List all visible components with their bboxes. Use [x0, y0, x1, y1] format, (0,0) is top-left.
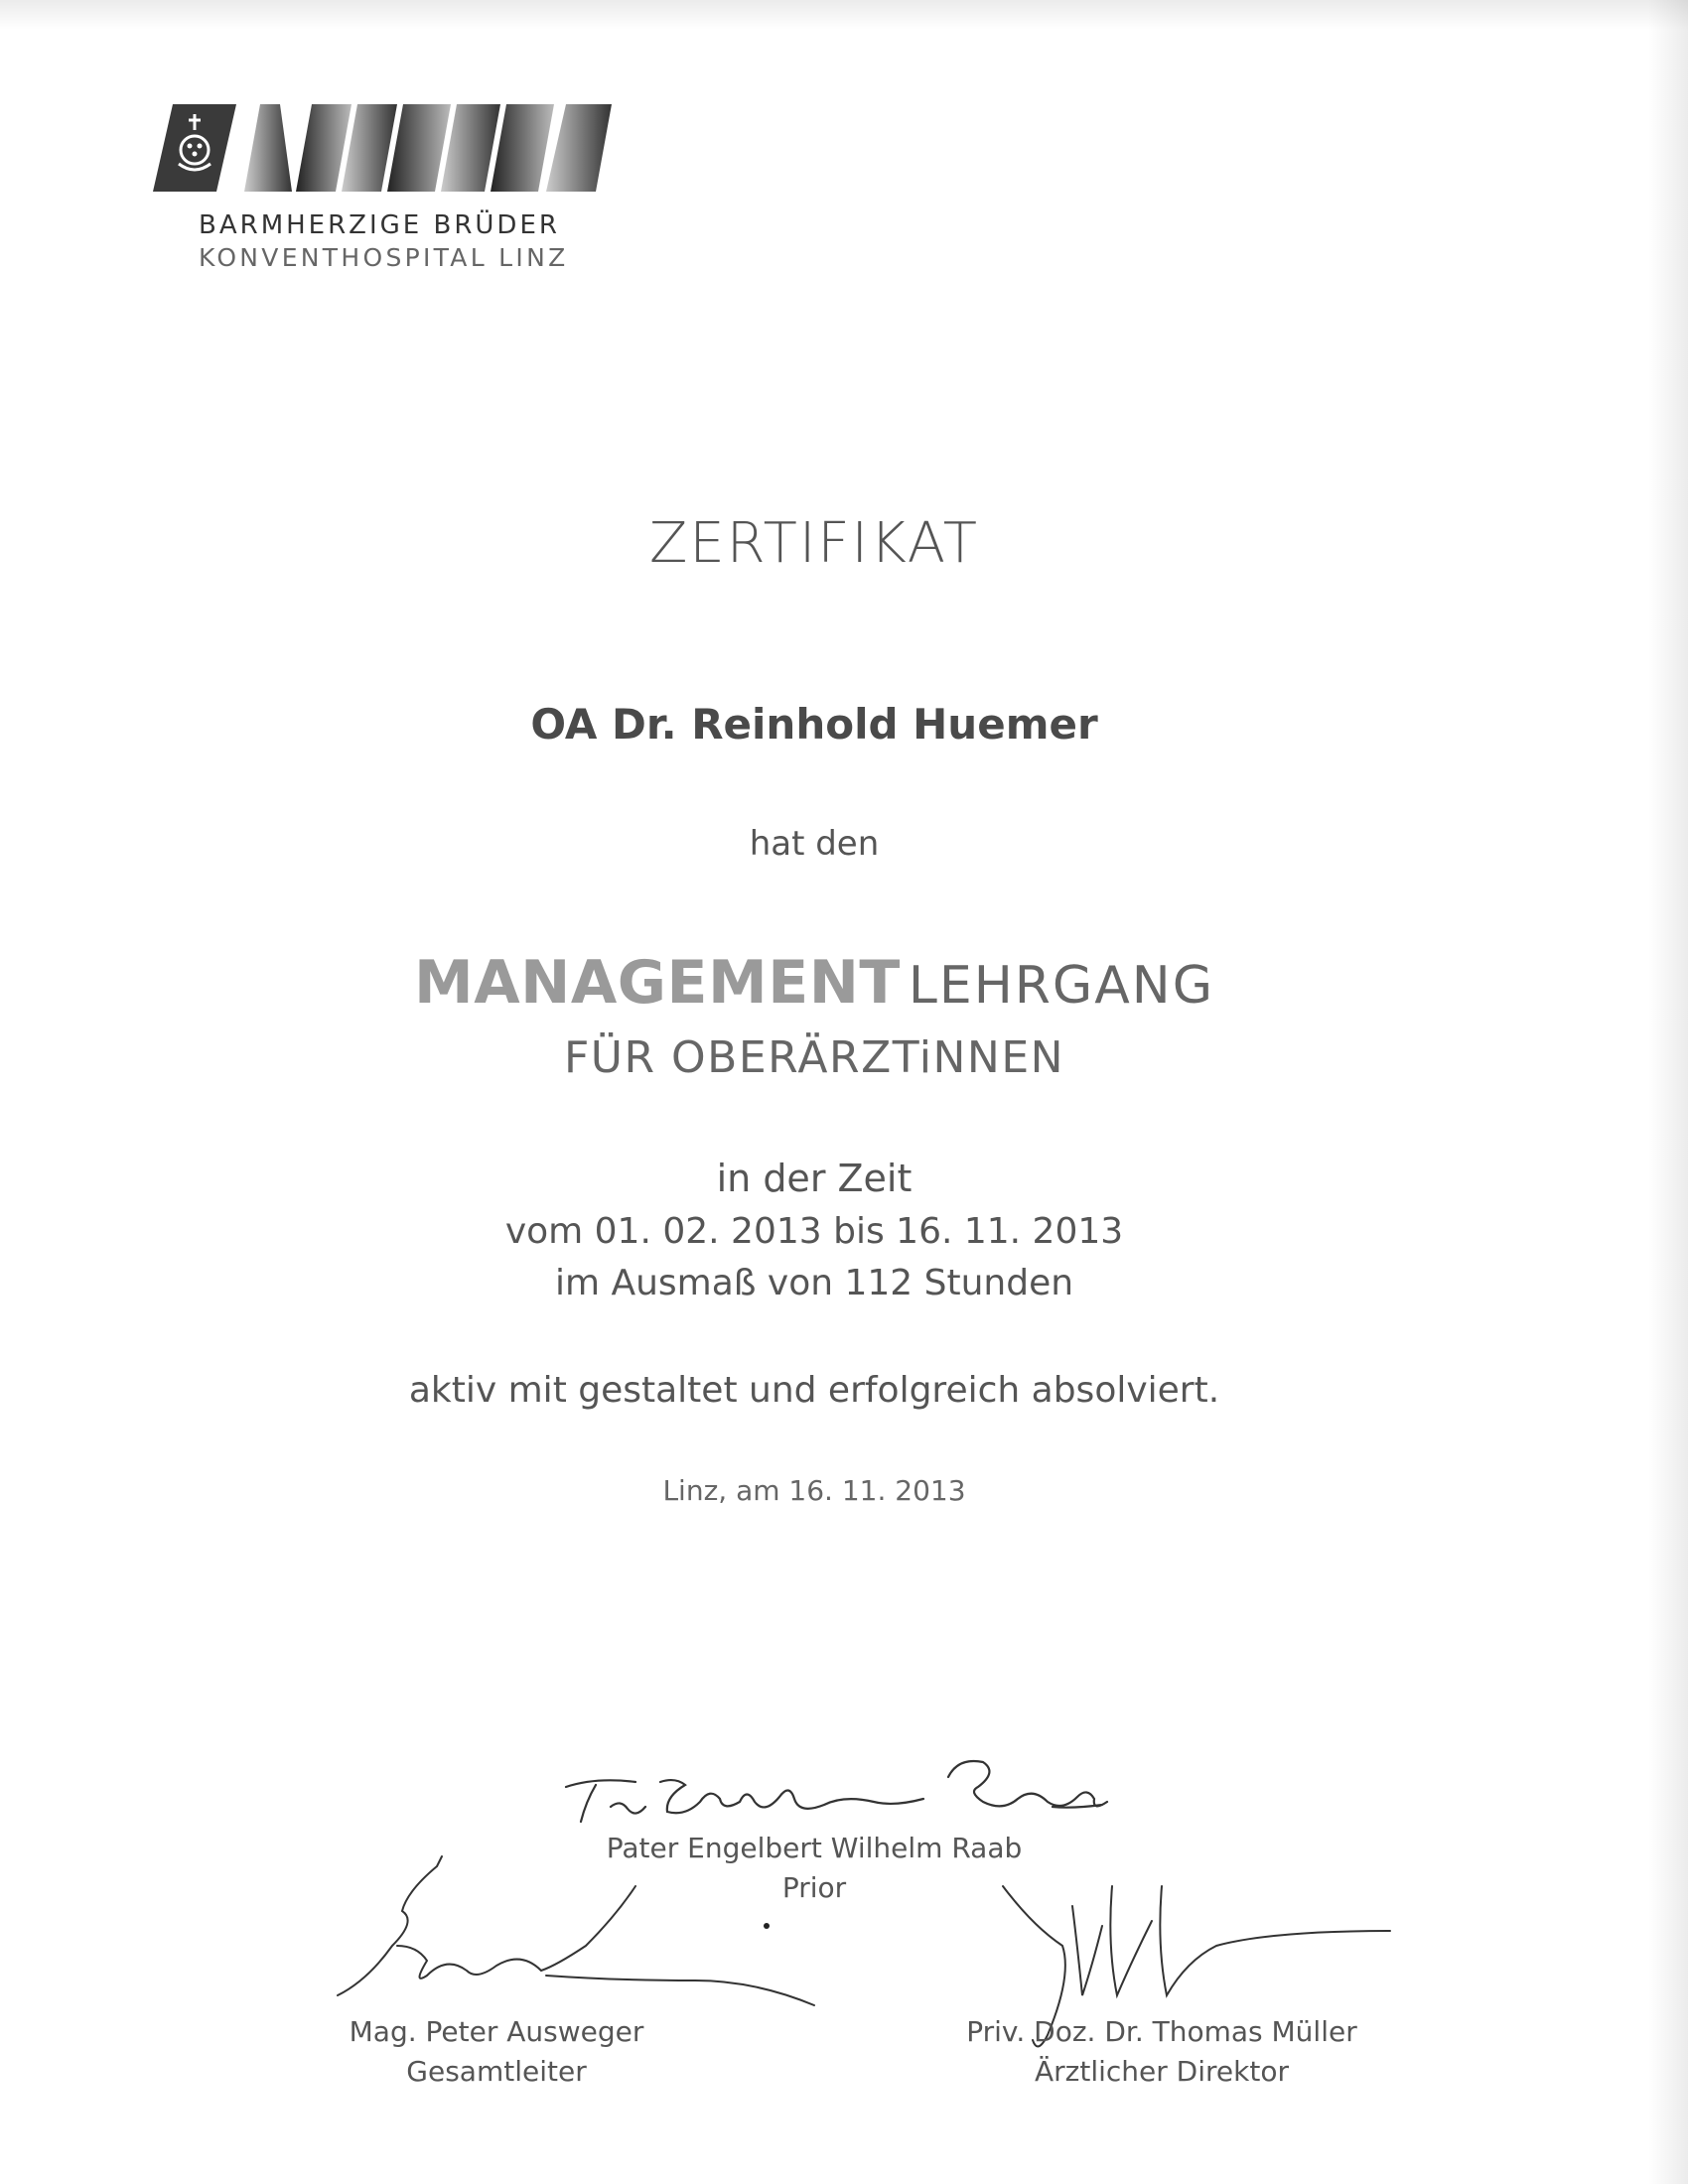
signer-left-name: Mag. Peter Ausweger — [349, 2015, 644, 2048]
signer-left-role: Gesamtleiter — [406, 2055, 587, 2088]
period-label: in der Zeit — [716, 1157, 913, 1200]
intro-text: hat den — [749, 824, 880, 864]
prior-signature — [566, 1761, 1107, 1822]
period-hours: im Ausmaß von 112 Stunden — [554, 1263, 1074, 1303]
ink-dot — [764, 1923, 770, 1929]
result-text: aktiv mit gestaltet und erfolgreich absolviert. — [408, 1370, 1220, 1411]
signer-right-role: Ärztlicher Direktor — [1035, 2055, 1289, 2088]
signer-prior-name: Pater Engelbert Wilhelm Raab — [606, 1832, 1023, 1864]
place-date: Linz, am 16. 11. 2013 — [662, 1474, 966, 1507]
organization-line1: BARMHERZIGE BRÜDER — [199, 210, 560, 240]
certificate-title: ZERTIFIKAT — [649, 511, 979, 576]
course-title-strong: MANAGEMENT — [414, 948, 901, 1018]
signer-left — [298, 2012, 695, 2092]
signer-right-name: Priv. Doz. Dr. Thomas Müller — [966, 2015, 1357, 2048]
course-subtitle: FÜR OBERÄRZTiNNEN — [563, 1032, 1065, 1083]
signer-right — [923, 2012, 1400, 2092]
recipient-name: OA Dr. Reinhold Huemer — [530, 700, 1098, 749]
organization-line2: KONVENTHOSPITAL LINZ — [199, 243, 569, 272]
period-dates: vom 01. 02. 2013 bis 16. 11. 2013 — [504, 1211, 1124, 1252]
signer-prior-role: Prior — [781, 1871, 847, 1904]
signer-prior — [556, 1829, 1072, 1908]
course-title-light: LEHRGANG — [908, 956, 1214, 1016]
